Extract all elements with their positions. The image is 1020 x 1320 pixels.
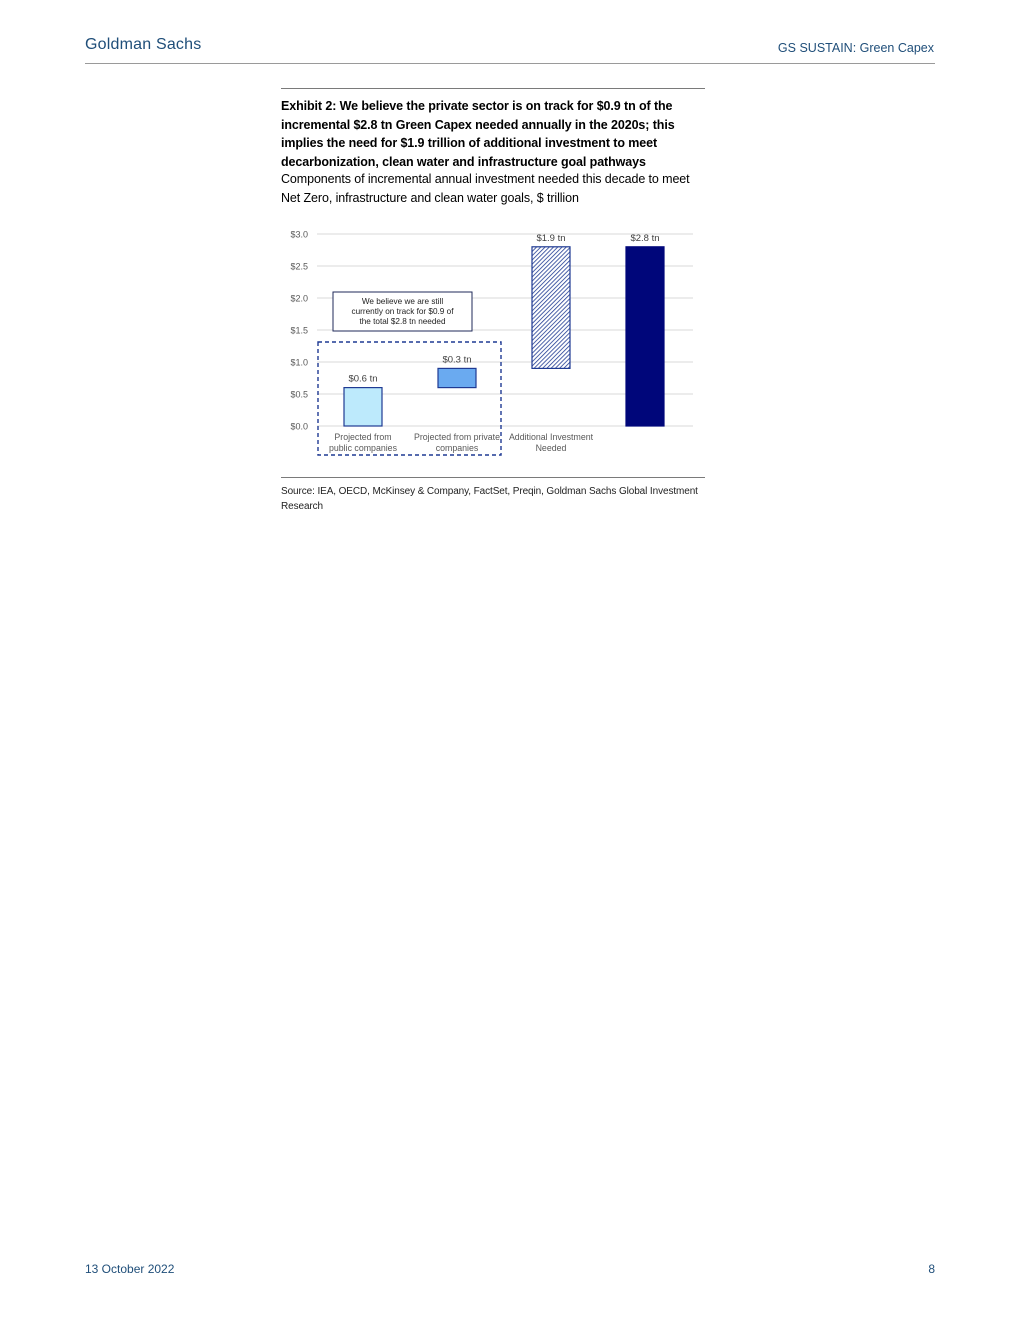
brand-name: Goldman Sachs <box>85 36 202 53</box>
x-category-label: public companies <box>329 443 397 453</box>
source-note: Source: IEA, OECD, McKinsey & Company, FactSet, Preqin, Goldman Sachs Global Investment Research <box>281 486 698 512</box>
annotation-text: the total $2.8 tn needed <box>359 317 446 326</box>
y-axis-ticks <box>290 230 308 432</box>
y-tick-label: $1.5 <box>290 325 308 336</box>
y-tick-label: $2.5 <box>290 261 308 272</box>
exhibit-subtitle: Components of incremental annual investment needed this decade to meet Net Zero, infrastructure and clean water goals, $ trillion <box>281 172 690 205</box>
x-category-label: Projected from <box>334 432 392 442</box>
y-tick-label: $1.0 <box>290 357 308 368</box>
bars <box>344 247 664 426</box>
bar <box>344 388 382 426</box>
exhibit-bottom-divider <box>281 477 705 478</box>
exhibit-top-divider <box>281 88 705 89</box>
waterfall-chart <box>281 222 705 462</box>
chart-annotation <box>333 292 472 331</box>
y-tick-label: $2.0 <box>290 293 308 304</box>
footer-date: 13 October 2022 <box>85 1262 175 1276</box>
x-category-label: Projected from private <box>413 432 501 442</box>
bar <box>438 368 476 387</box>
annotation-text: currently on track for $0.9 of <box>351 307 454 316</box>
annotation-text: We believe we are still <box>361 297 444 306</box>
bar-value-label: $2.8 tn <box>630 232 660 244</box>
page-number: 8 <box>928 1262 935 1276</box>
bar-value-label: $1.9 tn <box>536 232 566 244</box>
y-tick-label: $0.5 <box>290 389 308 400</box>
bar-value-label: $0.3 tn <box>442 354 472 366</box>
y-tick-label: $3.0 <box>290 229 308 240</box>
x-axis-categories <box>329 432 594 453</box>
exhibit-title: Exhibit 2: We believe the private sector is on track for $0.9 tn of the incremental $2.8 tn Green Capex needed annually in the 2020s; this implies the need for $1.9 trillion of additional investment to meet decarbonization, clean water and infrastructure goal pathways <box>281 99 675 169</box>
bar-value-label: $0.6 tn <box>348 373 378 385</box>
bar <box>626 247 664 426</box>
header-divider <box>85 63 935 64</box>
x-category-label: Additional Investment <box>508 432 594 442</box>
x-category-label: companies <box>435 443 479 453</box>
bar <box>532 247 570 369</box>
x-category-label: Needed <box>535 443 567 453</box>
y-tick-label: $0.0 <box>290 421 308 432</box>
report-title: GS SUSTAIN: Green Capex <box>777 41 934 55</box>
